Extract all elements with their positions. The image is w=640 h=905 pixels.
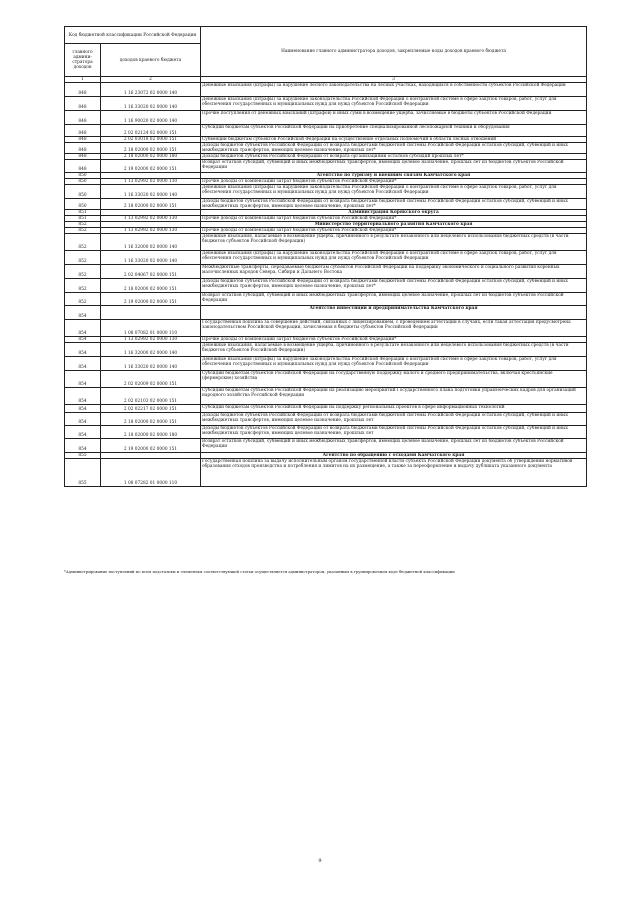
admin-code-cell: 852 bbox=[65, 293, 101, 306]
table-row bbox=[65, 251, 587, 265]
income-name-cell: Денежные взыскания, налагаемые в возмещение ущерба, причиненного в результате незаконного или нецелевого использования бюджетных средств (в части бюджетов субъектов Российской Федерации) bbox=[201, 343, 587, 357]
table-row bbox=[65, 413, 587, 426]
income-code-cell: 1 13 02992 02 0000 130 bbox=[101, 179, 201, 185]
income-code-cell: 2 02 04067 02 0000 151 bbox=[101, 265, 201, 279]
income-code-cell: 2 18 02000 02 0000 151 bbox=[101, 279, 201, 293]
income-code-cell: 2 19 02000 02 0000 151 bbox=[101, 439, 201, 453]
table-row bbox=[65, 111, 587, 125]
income-name-cell: Возврат остатков субсидий, субвенций и иных межбюджетных трансфертов, имеющих целевое назначение, прошлых лет из бюджетов субъектов Российской Федерации bbox=[201, 439, 587, 453]
admin-code-cell: 854 bbox=[65, 405, 101, 413]
table-row bbox=[65, 97, 587, 111]
income-code-cell: 2 18 02000 02 0000 180 bbox=[101, 426, 201, 439]
income-name-cell: Доходы бюджетов субъектов Российской Федерации от возврата бюджетами бюджетной системы Российской Федерации остатков субсидий, субвенций и иных межбюджетных трансфертов, имеющих целевое назначение, прошлых лет bbox=[201, 426, 587, 439]
name-column-header: Наименование главного администратора доходов, закрепляемые коды доходов краевого бюджета bbox=[201, 27, 587, 77]
income-code-cell: 2 02 02217 02 0000 151 bbox=[101, 405, 201, 413]
income-name-cell: Денежные взыскания (штрафы) за нарушение законодательства Российской Федерации о контрактной системе в сфере закупок товаров, работ, услуг для обеспечения государственных и муниципальных нужд для нужд субъектов Российской Федерации bbox=[201, 97, 587, 111]
income-code-cell: 2 02 03018 02 0000 151 bbox=[101, 137, 201, 143]
income-name-cell: Денежные взыскания, налагаемые в возмещение ущерба, причиненного в результате незаконного или нецелевого использования бюджетных средств (в части бюджетов субъектов Российской Федерации) bbox=[201, 234, 587, 251]
income-name-cell: Доходы бюджетов субъектов Российской Федерации от возврата бюджетами бюджетной системы Российской Федерации остатков субсидий, субвенций и иных межбюджетных трансфертов, имеющих целевое назначение, прошлых лет* bbox=[201, 143, 587, 154]
income-code-column-header: доходов краевого бюджета bbox=[101, 44, 201, 77]
table-row bbox=[65, 199, 587, 210]
admin-code-cell: 852 bbox=[65, 228, 101, 234]
admin-code-cell: 854 bbox=[65, 371, 101, 388]
table-row bbox=[65, 459, 587, 487]
income-code-cell: 2 18 02000 02 0000 151 bbox=[101, 413, 201, 426]
income-code-cell: 1 13 02992 02 0000 130 bbox=[101, 216, 201, 222]
income-code-cell: 2 02 02124 02 0000 151 bbox=[101, 125, 201, 137]
income-code-cell: 1 13 02992 02 0000 130 bbox=[101, 337, 201, 343]
page-number: 9 bbox=[318, 858, 322, 864]
income-code-cell: 2 19 02000 02 0000 151 bbox=[101, 293, 201, 306]
income-name-cell: Денежные взыскания (штрафы) за нарушение законодательства Российской Федерации о контрактной системе в сфере закупок товаров, работ, услуг для обеспечения государственных и муниципальных нужд для нужд субъектов Российской Федерации bbox=[201, 357, 587, 371]
admin-code-cell: 848 bbox=[65, 160, 101, 173]
agency-name-cell: Администрация Корякского округа bbox=[201, 210, 587, 216]
admin-code-cell: 850 bbox=[65, 199, 101, 210]
table-row bbox=[65, 83, 587, 97]
table-row bbox=[65, 426, 587, 439]
income-code-cell: 1 16 23072 02 0000 140 bbox=[101, 83, 201, 97]
admin-code-cell: 854 bbox=[65, 388, 101, 405]
footnote: *Администрирование поступлений по всем подстатьям и элементам соответствующей статьи осуществляется администратором, указанным в группировочном коде бюджетной классификации bbox=[64, 569, 455, 574]
income-code-cell: 2 18 02000 02 0000 151 bbox=[101, 143, 201, 154]
admin-code-cell: 848 bbox=[65, 97, 101, 111]
income-name-cell: Денежные взыскания (штрафы) за нарушение законодательства Российской Федерации о контрактной системе в сфере закупок товаров, работ, услуг для обеспечения государственных и муниципальных нужд для нужд субъектов Российской Федерации bbox=[201, 185, 587, 199]
income-code-cell: 2 02 02009 02 0000 151 bbox=[101, 371, 201, 388]
admin-code-cell: 854 bbox=[65, 337, 101, 343]
income-name-cell: Субвенции бюджетам субъектов Российской Федерации на осуществление отдельных полномочий в области лесных отношений bbox=[201, 137, 587, 143]
income-name-cell: Прочие поступления от денежных взысканий (штрафов) и иных сумм в возмещение ущерба, зачисляемые в бюджеты субъектов Российской Федерации bbox=[201, 111, 587, 125]
income-code-cell: 1 16 33020 02 0000 140 bbox=[101, 357, 201, 371]
admin-code-cell: 854 bbox=[65, 357, 101, 371]
income-code-cell: 1 16 33020 02 0000 140 bbox=[101, 97, 201, 111]
table-row bbox=[65, 234, 587, 251]
income-name-cell: Прочие доходы от компенсации затрат бюджетов субъектов Российской Федерации* bbox=[201, 179, 587, 185]
income-name-cell: Доходы бюджетов субъектов Российской Федерации от возврата бюджетами бюджетной системы Российской Федерации остатков субсидий, субвенций и иных межбюджетных трансфертов, имеющих целевое назначение, прошлых лет* bbox=[201, 199, 587, 210]
admin-code-cell: 850 bbox=[65, 173, 101, 179]
income-name-cell: Возврат остатков субсидий, субвенций и иных межбюджетных трансфертов, имеющих целевое назначение, прошлых лет из бюджетов субъектов Российской Федерации bbox=[201, 160, 587, 173]
admin-code-cell: 848 bbox=[65, 125, 101, 137]
admin-code-column-header: главного админи-стратора доходов bbox=[65, 44, 101, 77]
income-name-cell: Прочие доходы от компенсации затрат бюджетов субъектов Российской Федерации* bbox=[201, 216, 587, 222]
income-name-cell: Субсидии бюджетам субъектов Российской Федерации на реализацию мероприятий Государственного плана подготовки управленческих кадров для организаций народного хозяйства Российской Федерации bbox=[201, 388, 587, 405]
table-row bbox=[65, 279, 587, 293]
table-row bbox=[65, 405, 587, 413]
table-body bbox=[65, 83, 587, 487]
admin-code-cell: 854 bbox=[65, 413, 101, 426]
admin-code-cell: 851 bbox=[65, 216, 101, 222]
admin-code-cell: 848 bbox=[65, 143, 101, 154]
income-code-cell: 1 08 07282 01 0000 110 bbox=[101, 459, 201, 487]
income-name-cell: Субсидии бюджетам субъектов Российской Федерации на приобретение специализированной лесопожарной техники и оборудования bbox=[201, 125, 587, 137]
income-code-cell: 1 08 07082 01 0000 110 bbox=[101, 320, 201, 337]
admin-code-cell: 848 bbox=[65, 111, 101, 125]
admin-code-cell: 855 bbox=[65, 459, 101, 487]
income-name-cell: Денежные взыскания (штрафы) за нарушение законодательства Российской Федерации о контрактной системе в сфере закупок товаров, работ, услуг для обеспечения государственных и муниципальных нужд для нужд субъектов Российской Федерации bbox=[201, 251, 587, 265]
income-name-cell: Доходы бюджетов субъектов Российской Федерации от возврата организациями остатков субсидий прошлых лет* bbox=[201, 154, 587, 160]
income-name-cell: Денежные взыскания (штрафы) за нарушение лесного законодательства на лесных участках, находящихся в собственности субъектов Российской Федерации bbox=[201, 83, 587, 97]
table-row bbox=[65, 125, 587, 137]
agency-row bbox=[65, 306, 587, 320]
admin-code-cell: 854 bbox=[65, 306, 101, 320]
income-code-cell: 1 16 90020 02 0000 140 bbox=[101, 111, 201, 125]
admin-code-cell: 848 bbox=[65, 154, 101, 160]
table-row bbox=[65, 320, 587, 337]
column-index: 1 bbox=[65, 77, 101, 83]
income-name-cell: Доходы бюджетов субъектов Российской Федерации от возврата бюджетами бюджетной системы Российской Федерации остатков субсидий, субвенций и иных межбюджетных трансфертов, имеющих целевое назначение, прошлых лет bbox=[201, 413, 587, 426]
admin-code-cell: 852 bbox=[65, 251, 101, 265]
table-row bbox=[65, 388, 587, 405]
admin-code-cell: 855 bbox=[65, 453, 101, 459]
table-row bbox=[65, 185, 587, 199]
income-name-cell: Государственная пошлина за выдачу исполнительным органом государственной власти субъекта Российской Федерации документа об утверждении нормативов образования отходов производства и потребления и лимитов на их размещение, а также за переоформление и выдачу дубликата указанного документа bbox=[201, 459, 587, 487]
column-index: 2 bbox=[101, 77, 201, 83]
table-row bbox=[65, 143, 587, 154]
income-code-cell: 1 13 02992 02 0000 130 bbox=[101, 228, 201, 234]
admin-code-cell: 854 bbox=[65, 426, 101, 439]
income-name-cell: Доходы бюджетов субъектов Российской Федерации от возврата бюджетами бюджетной системы Российской Федерации остатков субсидий, субвенций и иных межбюджетных трансфертов, имеющих целевое назначение, прошлых лет* bbox=[201, 279, 587, 293]
admin-code-cell: 852 bbox=[65, 234, 101, 251]
agency-name-cell: Агентство по обращению с отходами Камчатского края bbox=[201, 453, 587, 459]
admin-code-cell: 852 bbox=[65, 222, 101, 228]
income-name-cell: Государственная пошлина за совершение действий, связанных с лицензированием, с проведением аттестации в случаях, если такая аттестация предусмотрена законодательством Российской Федерации, зачисляемая в бюджеты субъектов Российской Федерации bbox=[201, 320, 587, 337]
income-name-cell: Возврат остатков субсидий, субвенций и иных межбюджетных трансфертов, имеющих целевое назначение, прошлых лет из бюджетов субъектов Российской Федерации bbox=[201, 293, 587, 306]
revenue-administrators-table bbox=[64, 26, 587, 487]
table-row bbox=[65, 265, 587, 279]
admin-code-cell: 854 bbox=[65, 343, 101, 357]
agency-name-cell: Министерство территориального развития Камчатского края bbox=[201, 222, 587, 228]
income-code-cell: 1 16 33020 02 0000 140 bbox=[101, 185, 201, 199]
table-row bbox=[65, 293, 587, 306]
admin-code-cell: 848 bbox=[65, 83, 101, 97]
income-name-cell: Субсидии бюджетам субъектов Российской Федерации на поддержку региональных проектов в сфере информационных технологий bbox=[201, 405, 587, 413]
admin-code-cell: 850 bbox=[65, 185, 101, 199]
agency-name-cell: Агентство инвестиций и предпринимательства Камчатского края bbox=[201, 306, 587, 320]
income-name-cell: Межбюджетные трансферты, передаваемые бюджетам субъектов Российской Федерации на поддержку экономического и социального развития коренных малочисленных народов Севера, Сибири и Дальнего Востока bbox=[201, 265, 587, 279]
admin-code-cell: 852 bbox=[65, 265, 101, 279]
admin-code-cell: 848 bbox=[65, 137, 101, 143]
admin-code-cell: 850 bbox=[65, 179, 101, 185]
column-index: 3 bbox=[201, 77, 587, 83]
table-row bbox=[65, 357, 587, 371]
table-row bbox=[65, 371, 587, 388]
income-code-cell: 1 16 33020 02 0000 140 bbox=[101, 251, 201, 265]
income-name-cell: Прочие доходы от компенсации затрат бюджетов субъектов Российской Федерации* bbox=[201, 337, 587, 343]
income-name-cell: Субсидии бюджетам субъектов Российской Федерации на государственную поддержку малого и среднего предпринимательства, включая крестьянские (фермерские) хозяйства bbox=[201, 371, 587, 388]
table-row bbox=[65, 439, 587, 453]
income-code-cell: 2 18 02000 02 0000 180 bbox=[101, 154, 201, 160]
table-row bbox=[65, 343, 587, 357]
table-row bbox=[65, 160, 587, 173]
income-code-cell: 2 19 02000 02 0000 151 bbox=[101, 160, 201, 173]
admin-code-cell: 852 bbox=[65, 279, 101, 293]
income-code-cell: 2 02 02103 02 0000 151 bbox=[101, 388, 201, 405]
admin-code-cell: 854 bbox=[65, 439, 101, 453]
income-code-cell bbox=[101, 306, 201, 320]
budget-classification-header: Код бюджетной классификации Российской Федерации bbox=[65, 27, 201, 44]
income-code-cell: 1 16 32000 02 0000 140 bbox=[101, 234, 201, 251]
admin-code-cell: 854 bbox=[65, 320, 101, 337]
admin-code-cell: 851 bbox=[65, 210, 101, 216]
income-code-cell: 2 18 02000 02 0000 151 bbox=[101, 199, 201, 210]
income-code-cell: 1 16 32000 02 0000 140 bbox=[101, 343, 201, 357]
agency-name-cell: Агентство по туризму и внешним связям Камчатского края bbox=[201, 173, 587, 179]
income-name-cell: Прочие доходы от компенсации затрат бюджетов субъектов Российской Федерации* bbox=[201, 228, 587, 234]
